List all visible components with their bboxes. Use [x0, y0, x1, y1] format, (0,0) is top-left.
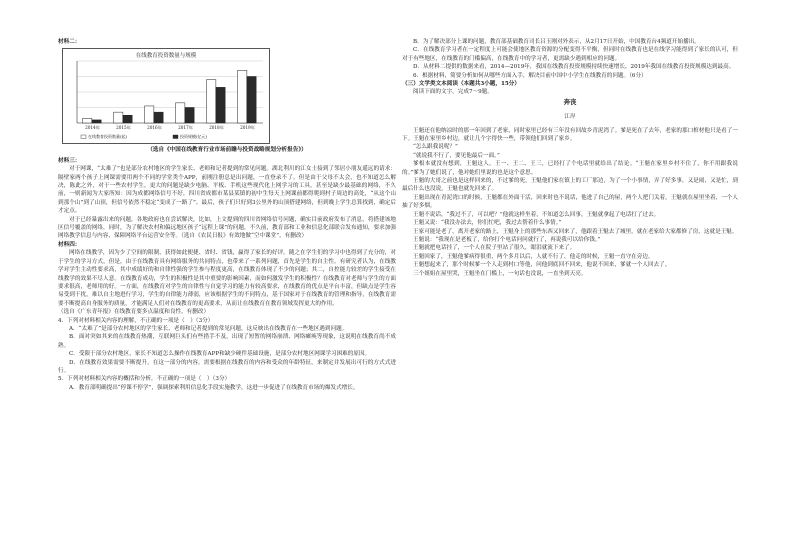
bar [238, 71, 247, 124]
legend-swatch [81, 135, 86, 139]
story-paragraph: 王魁的大哥之前也是这样回来的，不过爹的死，王魁他们家在镇上的工厂那边，为了一个小事情，弄了好多事，又是闹，又是忙，到最后什么也没说，王魁也就先回来了。 [402, 178, 738, 193]
bar [92, 120, 101, 123]
question-5-option-c: C．在线教育学习者在一定程度上可能会使地区教育资源的分配变得不平衡，但同时在线教育也是在线学习能得到了家长的认可，但对于有些地区，在线教育的门槛偏高，在线教育中的学习者，更需缺少遇到相应的问题。 [402, 47, 738, 62]
story-paragraph: 三个姐姐在屋里哭，王魁坐在门槛上，一句话也没说，一直坐到天亮。 [413, 270, 587, 277]
material-three-paragraph-2: 对于已经暴露出来的问题，各地政府也在尝试解决，比如，上文提到的四川省网络信号问题，确实目前政府发布了消息，将搭建该地区信号覆盖的网络，同时，为了解决农村和偏远地区孩子“远程上课”的问题，不久前，教育部和工业和信息化部联合发布通知，要求加强网络教学信息与内容，保障网络平台运营安全等。（选自《农民日报》有效地做“空中课堂”，有删改） [58, 216, 396, 240]
story-paragraph: 王魁说：“我现在是老板了，给你打个电话问问就行了，再说我可以给你钱。” [413, 236, 601, 243]
x-tick-label: 2017年 [178, 125, 193, 131]
story-paragraph: 王家可能是老了，离开老家的路上，王魁身上的那些东西又回来了，他跟着王魁去了城里，就在老家给大家都修了房，这就是王魁。 [413, 228, 738, 235]
material-four-source: （选自《广东青年报》在线教育要多点温度和良性，有删改） [58, 309, 210, 316]
question-5-option-a: A．教育部明确提出“停课不停学”，强调探索利用信息化手段实施教学，这进一步促进了在线教育市场的爆发式增长。 [69, 384, 359, 391]
story-paragraph: 王魁就把电话挂了，一个人在院子里站了很久，眼泪就流下来了。 [413, 245, 576, 252]
story-paragraph: “就说我不行了，要见他最后一面。” [413, 152, 500, 159]
bar [176, 103, 185, 123]
bar [216, 88, 225, 124]
question-4-option-c: C．受限于部分农村地区，家长不知道怎么操作在线教育APP和缺少硬件基础设施，是部分农村地区网课学习困难的原因。 [69, 351, 371, 358]
material-two-label: 材料二： [58, 39, 81, 45]
question-5-option-b: B．为了解决部分上课的问题，教育部基础教育司长吕玉刚对外表示，从2月17日开始，中国教育台4频道开始播出。 [413, 39, 700, 45]
question-5: 5．下列对材料相关内容的概括和分析，不正确的一项是（ ）（3分） [58, 376, 231, 383]
bar [145, 106, 154, 123]
material-three-label: 材料三： [58, 157, 81, 164]
story-title: 奔丧 [563, 97, 577, 106]
story-paragraph: 王魁出现在青泥湾口的时候，王魁都在外面干活，回来时也不说话，他进了自己的屋，两个人把门关着，王魁就在屋里坐着，一个人抽了好多烟。 [402, 194, 738, 210]
story-paragraph: 爹根本就没有想到，王魁这人，王一、王二、王三，已经打了个电话里就给出了结论。“王魁在家里乡村不住了，你不用跟我说的。”爹为了她们说了，他对她们里说的也是这个意思。 [402, 161, 738, 176]
material-four-label: 材料四： [58, 241, 81, 248]
bar [185, 108, 194, 124]
bar-chart [62, 48, 270, 144]
question-4-option-a: A．“太难了”是部分农村地区的学生家长、老师和记者提到的常见问题，这反映出在线教育在一些地区遇到问题。 [69, 325, 348, 332]
x-tick-label: 2015年 [116, 125, 131, 131]
bar [114, 113, 123, 124]
bar [83, 119, 92, 124]
question-6: 6．根据材料，简要分析如何从哪些方面入手，解决目前中国中小学生在线教育的问题。（6分） [413, 72, 647, 79]
legend-swatch [173, 135, 178, 139]
bar [154, 113, 163, 124]
bar [247, 77, 256, 124]
chart-caption: （选自《中国在线教育行业市场前瞻与投资战略规划分析报告》） [147, 147, 307, 154]
story-paragraph: 王魁不说话，“我过不了，可以吧？”他就这样坐着，不知道怎么回事，王魁就拿起了电话打了过去。 [413, 211, 660, 218]
material-three-paragraph-1: 对于网课，“太难了”也是部分农村地区的学生家长、老师和记者提到的常见问题。湖北利川的江女士接到了邻居小朋友遥远的请求：隔壁家两个孩子上网课需要用两个不同的学堂类个APP，前刚注册总是出问题，一直登录不了。但是由于父母不太会，也不知道怎么解决，陈此之外，对于一些农村学生，更大的问题是缺少电脑、平板、手机这些现代化上网学习的工具，甚至是缺少最基础的网络，不久前，一则新闻为大家所知：因为成都网络信号不好，四川省成都市某县某镇的初中生每天上网课前都得爬到村子周边的高处，“从这个山到那个山”到了山顶，但信号依然不稳定“变成了一路了”。最后，孩子们只好到3公里外的山顶搭建网络，但到晚上学生总算找到，确定后才定点。 [58, 166, 396, 215]
chart-title: 在线教育投资数量与规模 [135, 53, 197, 60]
question-4-option-b: B．面对突如其来的在线教育热潮，互联网巨头们有些措手不及，出现了短暂的网络崩溃、网络瘫痪等现象，这说明在线教育尚不成熟。 [58, 334, 396, 349]
legend-label: 在线教育投资数量(起) [88, 134, 128, 140]
bar-chart-svg [63, 49, 269, 143]
story-paragraph: “怎么跟我说呢？” [413, 144, 458, 151]
bar [123, 116, 132, 124]
section-intro: 阅读下面的文字，完成7～9题。 [413, 89, 493, 96]
question-5-option-d: D．从材料二提供的数据来看，2014—2019年，我国在线教育投资规模持续快速增长，2019年我国在线教育投资规模达到最高。 [413, 64, 735, 71]
question-4: 4．下列对材料相关内容的理解，不正确的一项是（ ）（3分） [58, 317, 214, 324]
story-paragraph: 王魁回家了，王魁他爹病得很重，两个多月以后，人就不行了，他走的时候，王魁一直守在旁边。 [413, 253, 654, 260]
right-column [402, 38, 738, 278]
left-column [58, 38, 396, 392]
section-heading: （三）文学类文本阅读（本题共3小题，15分） [402, 81, 520, 88]
question-4-option-d: D．在线教育效果需要不断提升，在这一部分的内容，需要根据在线教育的内容和受众的年龄特征，来制定并发展出可行的方式式进行。 [58, 359, 396, 374]
material-four-paragraph: 网络在线教学，因为少了空间的限制，获得如此便捷、省时、省钱，赢得了家长的好评。随之在学生们的学习中也得到了充分的，对于学生的学习方式，但是，由于在线教育具有网络服务的共同特点，也带来了一系列问题，首先是学生的自主性。有研究者认为，在线教学对学生主动性要求高，其中成绩好的和自律性强的学生参与程度更高，在线教育体现了不少的问题；其二，自控能力较差的学生接受在线教学的效果不尽人意。在线教育成功，学生的积极性是其中重要的影响因素，而如何激发学生的积极性？在线教育对老师与学生的方面要求很高，老师用的好。一方面，在线教育对学生的自律性与自觉学习的能力有较高要求，在线教育的优点是平台丰富，但缺点是学生容易受到干扰，难以自主地进行学习，学生的自律能力薄弱，应该根据学生的不同特点，基于国家对于在线教育的管理和指导，在线教育需要不断提高自身服务的质量，才能满足人们对在线教育的更高要求，从而让在线教育在教育领域发挥更大的作用。 [58, 250, 396, 307]
x-tick-label: 2018年 [209, 125, 224, 131]
bar [207, 80, 216, 123]
x-tick-label: 2019年 [240, 125, 255, 131]
story-author: 江岸 [564, 113, 576, 120]
x-tick-label: 2014年 [85, 125, 100, 131]
legend-label: 投资规模(亿元) [180, 134, 208, 140]
story-paragraph: 王魁还在他纳凉时的那一年回到了老家，同时家里已经有三年没有回故乡青泥湾了。爹是死在了去年，老家的那口棺材他只是看了一下。王魁在家里乡村边，就让几个字得快一些，带领他们回到了家乡。 [402, 127, 738, 143]
story-paragraph: 王魁又说：“我没办法去，你们忙吧，我过去帮着什么事情。” [413, 220, 562, 227]
story-paragraph: 王魁想起来了，那个时候爹一个人走到村口等他，问他到底回不回来，他说不回来，爹就一个人回去了。 [413, 262, 671, 269]
x-tick-label: 2016年 [147, 125, 162, 131]
